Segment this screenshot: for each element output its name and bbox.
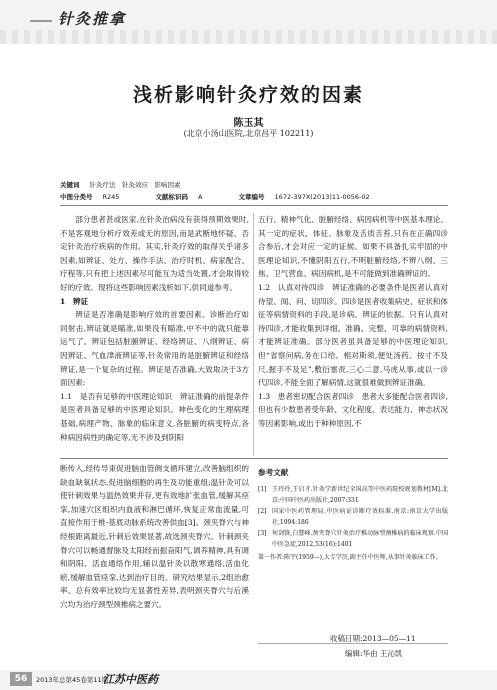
issue-info: 2013年总第45卷第11期 [36,676,109,684]
paragraph: 部分患者甚或医家,在针灸治病没有获得预期效果时,不是客观地分析疗效差或无的原因,而是武断地怀疑、否定针灸治疗疾病的作用。其实,针灸疗效的取得关乎诸多因素,如辨证、处方、操作手法、治疗时机、病家配合、疗程等,只有把上述因素尽可能互为适当处置,才会取得较好的疗效。现将这些影响因素浅析如下,供同道参考。 [60,215,249,292]
body-column-right-top [258,213,448,431]
paragraph: 辨证是否准确是影响疗效的首要因素。诊断治疗如同射击,辨证就是瞄准,如果没有瞄准,中不中的就只能靠运气了。辨证包括脏腑辨证、经络辨证、八纲辨证、病因辨证、气血津液辨证等,针灸常用的是脏腑辨证和经络辨证,是一个复杂的过程。辨证是否准确,大致取决于3方面因素: [60,310,249,388]
body-column-left-bottom [60,462,249,612]
clc-label: 中图分类号 [60,193,93,201]
reference-text: 王玲玲,王启才.针灸学新世纪全国高等中医药院校规划教材[M].北京:中国中医药出版社,2007:331 [272,485,448,504]
subsection-paragraph: 1.2 认真对待四诊 辨证准确的必要条件是医者认真对待望、闻、问、切四诊。四诊是医者收集病史、症状和体征等病情资料的手段,是诊病、辨证的依据。只有认真对待四诊,才能收集到详细、准确、完整、可靠的病情资料,才能辨证准确。部分医者虽具备足够的中医理论知识,但“省察问病,务在口给。相对斯须,便处汤药。按寸不及尺,握手不及足”,敷衍塞责,三心二意,马虎从事,或以一诊代四诊,不能全面了解病情,这就很难做到辨证准确。 [258,282,448,388]
keywords-value: 针灸疗法 针灸效应 影响因素 [89,181,181,189]
journal-name: 江苏中医药 [103,673,158,686]
references-title: 参考文献 [258,468,289,477]
received-date: 收稿日期:2013—05—11 [330,634,416,643]
doc-code-value: A [198,193,203,201]
column-divider [253,213,254,456]
reference-number: [2] [258,507,267,515]
doc-code-label: 文献标识码 [155,193,189,201]
references-column [258,466,448,563]
section-label: 针灸推拿 [58,10,127,28]
editor-credit: 编辑:华由 王沁凯 [345,649,403,658]
paragraph: 五行、精神气化、脏腑经络、病因病机等中医基本理论。其一定的症状、体征、脉象及舌质舌苔,只有在正确四诊合参后,才会对应一定的证候。如果不具备扎实牢固的中医理论知识,不懂阴阳五行,不明脏腑经络,不辨八纲、三焦、卫气营血、病因病机,是不可能做到准确辨证的。 [258,215,448,279]
reference-item [258,506,448,528]
author-note: 第一作者:陈宇(1959—),大专学历,副主任中医师,从事针灸临床工作。 [258,553,442,561]
section-heading: 1 辨证 [60,296,89,306]
keywords-label: 关键词 [60,181,80,189]
reference-number: [3] [258,529,267,537]
reference-item [258,484,448,506]
page-number: 56 [10,672,32,686]
clc-value: R245 [102,193,120,201]
meta-divider [60,205,448,206]
classification-row [60,192,370,201]
header-stripe [0,30,497,44]
keywords-row [60,180,181,189]
subsection-paragraph: 1.1 是否有足够的中医理论知识 辨证准确的前提条件是医者具备足够的中医理论知识。神色变化的生理病理基础,病理产物、脉象的临床意义,各脏腑的病变特点,各种病因病性的确定等,无不涉及到阴阳 [60,391,249,442]
paragraph: 断传入,经传导束促进脑血管侧支循环建立,改善脑组织的缺血缺氧状态,促进脑细胞的再生及功能重组;温针灸可以使针刺效果与温热效果并存,更有效地扩张血管,缓解其痉挛,加速穴区组织内血液和淋巴循环,恢复正常血流量,可直接作用于椎-基底动脉系统改善供血[3]。颈夹脊穴与神经根距离最近,针刺后效果显著,故选颈夹脊穴。针刺颈夹脊穴可以畅通督脉及太阳经而振奋阳气,调养精神,具有调和阴阳、活血通络作用,辅以温针灸以散寒通络,活血化瘀,缓解血管痉挛,达到治疗目的。研究结果显示,2组治愈率、总有效率比较均无显著性差异,表明颈夹脊穴与后溪穴均为治疗颈型颈椎病之要穴。 [60,464,249,609]
article-title: 浅析影响针灸疗效的因素 [132,84,364,106]
section-decoration [30,12,52,22]
article-divider [60,458,448,459]
body-column-left-top [60,213,249,444]
article-affiliation: (北京小汤山医院,北京昌平 102211) [183,129,314,138]
article-author: 陈玉其 [233,118,264,129]
reference-text: 何剑锋,白慧峰.颈夹脊穴针灸治疗椎动脉型颈椎病的临床观察.中国中医急症,2012,53(16):1401 [272,529,448,548]
article-no-label: 文章编号 [238,193,265,201]
subsection-paragraph: 1.3 患者密切配合医者四诊 患者大多能配合医者四诊,但也有少数患者受年龄、文化程度、表达能力、神志状况等因素影响,或出于种种原因,不 [258,391,448,428]
reference-text: 国家中医药管理局.中医病证诊断疗效标准.南京:南京大学出版社,1994:186 [272,507,448,526]
reference-item [258,528,448,550]
reference-number: [1] [258,485,267,493]
article-no-value: 1672-397X(2013)11-0056-02 [274,193,370,201]
